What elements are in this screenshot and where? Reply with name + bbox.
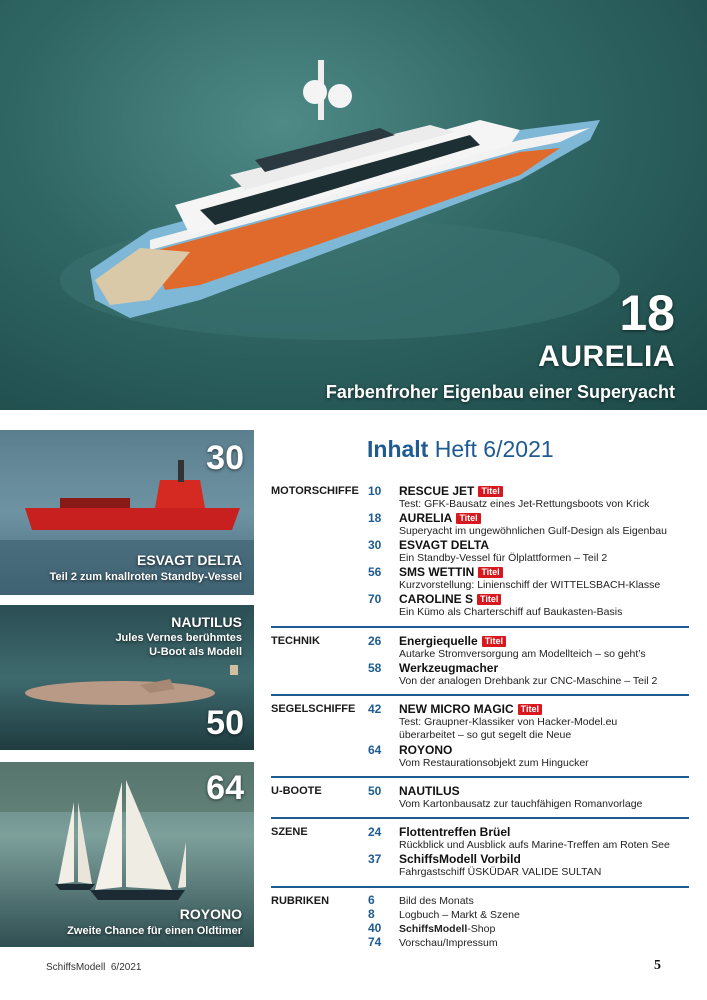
rubrik-page: 74 <box>368 935 382 949</box>
hero-page-number: 18 <box>619 285 675 341</box>
rubrik-page: 40 <box>368 921 382 935</box>
entry-page: 30 <box>368 538 382 552</box>
entry-title: Energiequelle Titel <box>399 634 506 648</box>
entry-description: Ein Standby-Vessel für Ölplattformen – Teil 2 <box>399 552 608 564</box>
entry-title: ESVAGT DELTA <box>399 538 489 552</box>
section-divider <box>271 694 689 696</box>
rubrik-label: Vorschau/Impressum <box>399 937 498 949</box>
entry-page: 64 <box>368 743 382 757</box>
footer-page-number: 5 <box>654 958 661 973</box>
entry-page: 10 <box>368 484 382 498</box>
entry-description-line2: überarbeitet – so gut segelt die Neue <box>399 729 572 741</box>
footer-issue: 6/2021 <box>110 962 142 973</box>
rubrik-label: Bild des Monats <box>399 895 474 907</box>
entry-page: 18 <box>368 511 382 525</box>
rubrik-page: 8 <box>368 907 375 921</box>
hero-subtitle: Farbenfroher Eigenbau einer Superyacht <box>325 382 675 402</box>
rubrik-label-rest: -Shop <box>467 923 496 935</box>
toc-header <box>367 436 554 463</box>
titel-badge: Titel <box>482 636 506 647</box>
entry-description: Vom Restaurationsobjekt zum Hingucker <box>399 757 589 769</box>
entry-description: Rückblick und Ausblick aufs Marine-Treffen am Roten See <box>399 839 670 851</box>
rubrik-item[interactable] <box>368 908 520 922</box>
entry-page: 37 <box>368 852 382 866</box>
entry-title: Werkzeugmacher <box>399 661 499 675</box>
titel-badge: Titel <box>478 486 502 497</box>
section-divider <box>271 776 689 778</box>
hero-title[interactable]: AURELIA <box>538 340 675 373</box>
entry-title: NAUTILUS <box>399 784 460 798</box>
section-category: U-BOOTE <box>271 785 322 797</box>
entry-title: SMS WETTIN Titel <box>399 565 503 579</box>
entry-page: 70 <box>368 592 382 606</box>
feature-nautilus[interactable] <box>0 605 254 750</box>
feature-title: ESVAGT DELTA <box>137 552 242 568</box>
entry-page: 56 <box>368 565 382 579</box>
entry-page: 42 <box>368 702 382 716</box>
rubrik-item[interactable] <box>368 936 498 950</box>
entry-description: Fahrgastschiff ÜSKÜDAR VALIDE SULTAN <box>399 866 602 878</box>
entry-page: 58 <box>368 661 382 675</box>
feature-title: ROYONO <box>179 906 242 922</box>
section-category: SEGELSCHIFFE <box>271 703 356 715</box>
feature-subtitle-line1: Jules Vernes berühmtes <box>115 632 242 644</box>
rubrik-label-bold: SchiffsModell <box>399 923 468 935</box>
section-category: SZENE <box>271 826 308 838</box>
feature-royono[interactable] <box>0 762 254 947</box>
entry-description: Vom Kartonbausatz zur tauchfähigen Romanvorlage <box>399 798 643 810</box>
section-category: RUBRIKEN <box>271 895 330 907</box>
feature-title: NAUTILUS <box>171 614 242 630</box>
entry-page: 24 <box>368 825 382 839</box>
titel-badge: Titel <box>456 513 480 524</box>
entry-title: Flottentreffen Brüel <box>399 825 511 839</box>
feature-subtitle-line2: U-Boot als Modell <box>149 646 242 658</box>
section-divider <box>271 886 689 888</box>
footer-magazine-name: SchiffsModell <box>46 962 106 973</box>
footer-magazine <box>46 962 141 973</box>
entry-title: RESCUE JET Titel <box>399 484 503 498</box>
entry-title: NEW MICRO MAGIC Titel <box>399 702 542 716</box>
titel-badge: Titel <box>478 567 502 578</box>
feature-subtitle: Zweite Chance für einen Oldtimer <box>67 925 242 937</box>
entry-description: Ein Kümo als Charterschiff auf Baukasten-Basis <box>399 606 623 618</box>
entry-title: SchiffsModell Vorbild <box>399 852 521 866</box>
rubrik-label: Logbuch – Markt & Szene <box>399 909 520 921</box>
entry-description: Autarke Stromversorgung am Modellteich – so geht’s <box>399 648 646 660</box>
entry-description: Test: Graupner-Klassiker von Hacker-Model.eu <box>399 716 618 728</box>
feature-subtitle: Teil 2 zum knallroten Standby-Vessel <box>49 571 242 583</box>
feature-esvagt-delta[interactable] <box>0 430 254 595</box>
entry-description: Von der analogen Drehbank zur CNC-Maschine – Teil 2 <box>399 675 658 687</box>
section-divider <box>271 626 689 628</box>
section-category: TECHNIK <box>271 635 320 647</box>
entry-title: ROYONO <box>399 743 453 757</box>
entry-title: AURELIA Titel <box>399 511 481 525</box>
rubrik-page: 6 <box>368 893 375 907</box>
feature-page-number: 30 <box>206 439 244 477</box>
entry-description: Kurzvorstellung: Linienschiff der WITTELSBACH-Klasse <box>399 579 661 591</box>
toc-header-bold: Inhalt <box>367 436 429 462</box>
toc-header-issue: Heft 6/2021 <box>428 436 554 462</box>
entry-description: Test: GFK-Bausatz eines Jet-Rettungsboots von Krick <box>399 498 650 510</box>
entry-title: CAROLINE S Titel <box>399 592 501 606</box>
section-category: MOTORSCHIFFE <box>271 485 359 497</box>
section-divider <box>271 817 689 819</box>
rubrik-item[interactable] <box>368 894 474 908</box>
entry-page: 50 <box>368 784 382 798</box>
rubrik-item[interactable] <box>368 922 495 936</box>
entry-page: 26 <box>368 634 382 648</box>
feature-page-number: 64 <box>206 769 244 807</box>
titel-badge: Titel <box>477 594 501 605</box>
feature-page-number: 50 <box>206 704 244 742</box>
titel-badge: Titel <box>518 704 542 715</box>
entry-description: Superyacht im ungewöhnlichen Gulf-Design als Eigenbau <box>399 525 667 537</box>
